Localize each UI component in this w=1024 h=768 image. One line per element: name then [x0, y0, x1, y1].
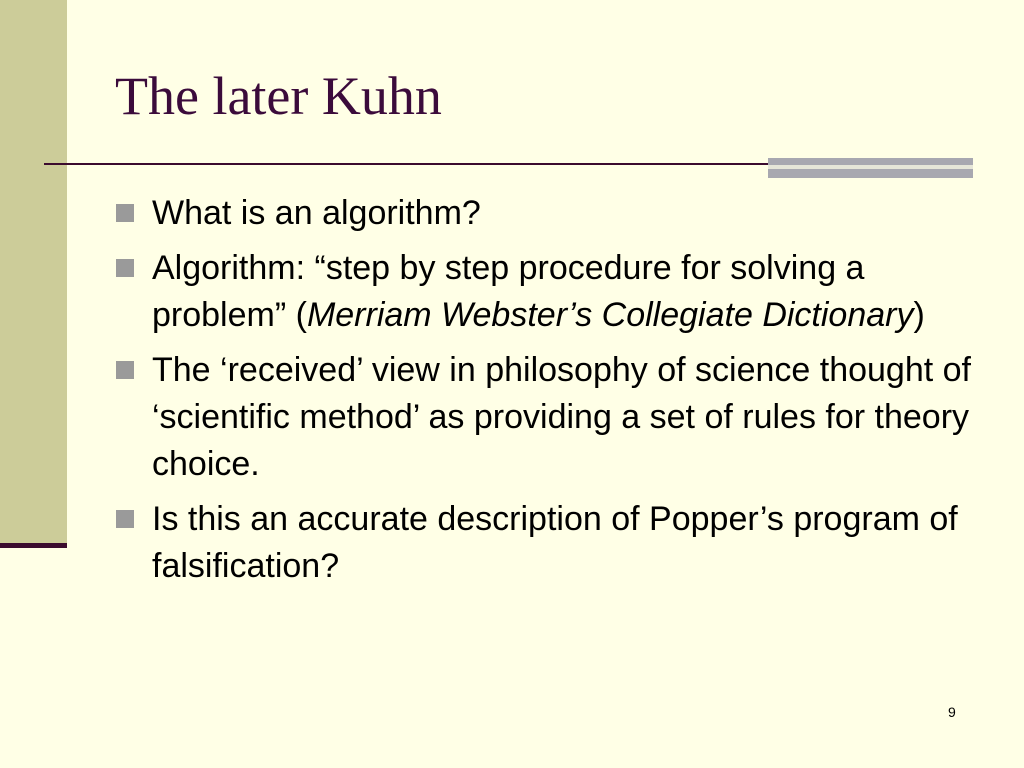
left-decorative-band: [0, 0, 67, 545]
square-bullet-icon: [116, 361, 134, 379]
bullet-item: [116, 245, 976, 339]
square-bullet-icon: [116, 204, 134, 222]
slide-title: The later Kuhn: [115, 66, 442, 126]
bullet-text: What is an algorithm?: [152, 194, 481, 232]
bullet-list: [116, 190, 976, 598]
accent-bar: [768, 158, 973, 178]
bullet-item: [116, 190, 976, 237]
square-bullet-icon: [116, 259, 134, 277]
bullet-text: Is this an accurate description of Popper’s program of falsification?: [152, 500, 958, 585]
bullet-item: [116, 347, 976, 488]
bullet-item: [116, 496, 976, 590]
bullet-text: Algorithm: “step by step procedure for solving a problem” (: [152, 249, 865, 334]
slide-number: 9: [948, 704, 956, 720]
bullet-text-end: ): [913, 296, 925, 334]
left-band-rule: [0, 543, 67, 548]
square-bullet-icon: [116, 510, 134, 528]
bullet-citation: Merriam Webster’s Collegiate Dictionary: [306, 296, 914, 334]
accent-stripe-bottom: [768, 169, 973, 178]
bullet-text: The ‘received’ view in philosophy of science thought of ‘scientific method’ as providing a set of rules for theory choice.: [152, 351, 971, 483]
accent-stripe-top: [768, 158, 973, 165]
